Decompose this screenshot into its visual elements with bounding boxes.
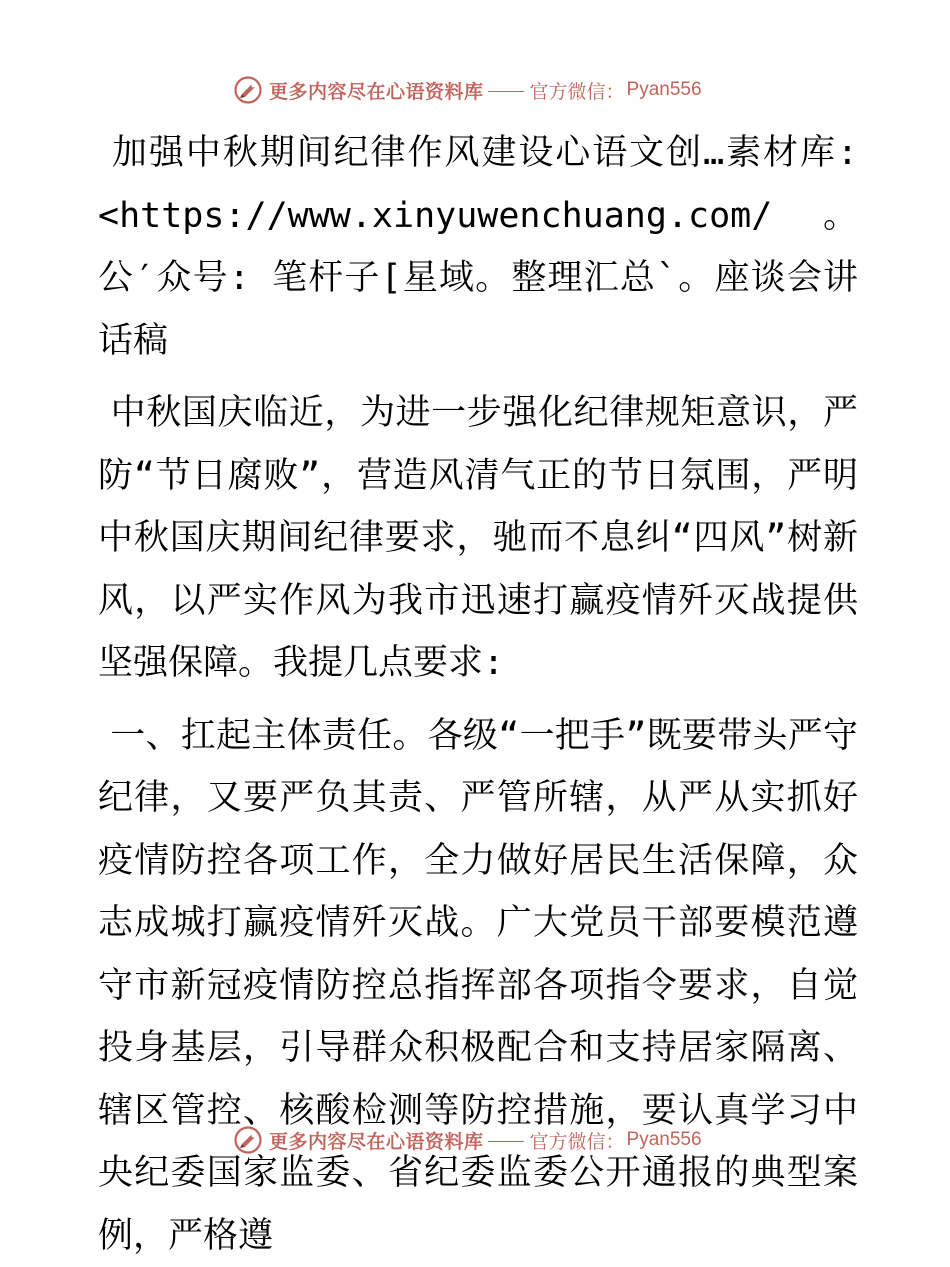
paragraph-point-one <box>98 705 858 1267</box>
footer-brand-text: 更多内容尽在心语资料库 <box>269 1127 484 1154</box>
header-watermark <box>233 74 702 106</box>
brand-logo-icon <box>233 1125 263 1155</box>
header-brand-dash <box>488 91 524 92</box>
header-wechat-label: 官方微信： <box>530 77 625 104</box>
document-body <box>98 122 858 1267</box>
footer-wechat-id: Pyan556 <box>627 1129 702 1151</box>
paragraph-text: 一、扛起主体责任。各级“一把手”既要带头严守纪律，又要严负其责、严管所辖，从严从实抓好疫情防控各项工作，全力做好居民生活保障，众志成城打赢疫情歼灭战。广大党员干部要模范遵守市新冠疫情防控总指挥部各项指令要求，自觉投身基层，引导群众积极配合和支持居家隔离、辖区管控、核酸检测等防控措施，要认真学习中央纪委国家监委、省纪委监委公开通报的典型案例，严格遵 <box>98 716 858 1256</box>
footer-wechat-label: 官方微信： <box>530 1127 625 1154</box>
header-wechat-id: Pyan556 <box>627 79 702 101</box>
header-brand-text: 更多内容尽在心语资料库 <box>269 77 484 104</box>
paragraph-intro <box>98 382 858 695</box>
paragraph-title <box>98 122 858 372</box>
brand-logo-icon <box>233 75 263 105</box>
paragraph-text: 加强中秋期间纪律作风建设心语文创…素材库: <https://www.xinyuwenchuang.com/。公′众号: 笔杆子[星域。整理汇总`。座谈会讲话稿 <box>98 133 858 361</box>
footer-watermark <box>233 1124 702 1156</box>
paragraph-text: 中秋国庆临近，为进一步强化纪律规矩意识，严防“节日腐败”，营造风清气正的节日氛围，严明中秋国庆期间纪律要求，驰而不息纠“四风”树新风，以严实作风为我市迅速打赢疫情歼灭战提供坚强保障。我提几点要求: <box>98 393 858 683</box>
footer-brand-dash <box>488 1141 524 1142</box>
